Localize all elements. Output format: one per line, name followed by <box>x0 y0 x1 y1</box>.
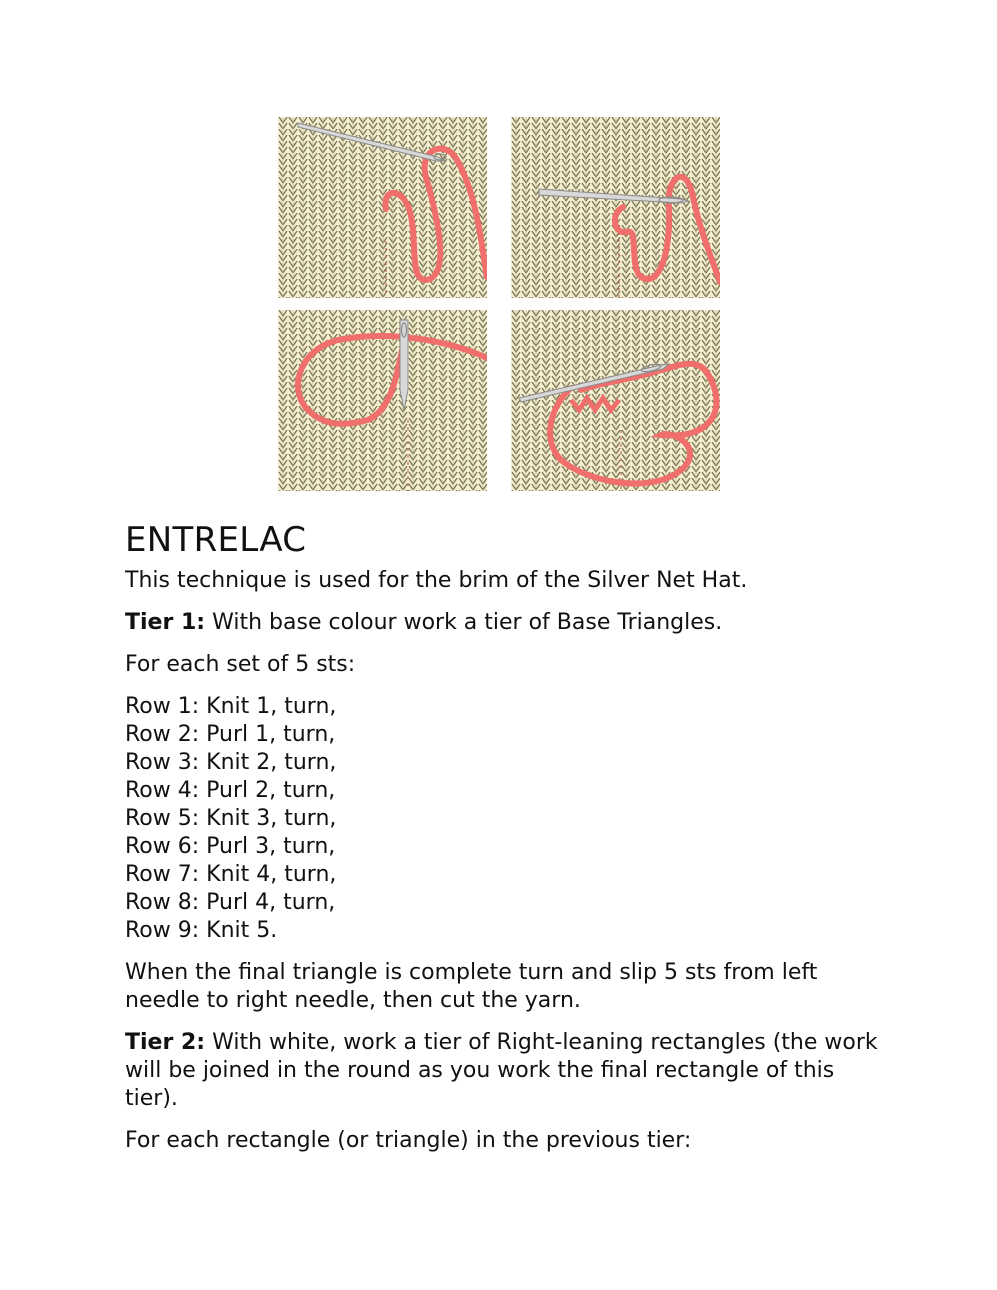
tier-2-label: Tier 2: <box>125 1030 206 1055</box>
row-item: Row 1: Knit 1, turn, <box>125 694 337 719</box>
row-item: Row 8: Purl 4, turn, <box>125 890 336 915</box>
tier-1-text: With base colour work a tier of Base Triangles. <box>205 610 723 635</box>
row-item: Row 3: Knit 2, turn, <box>125 750 337 775</box>
section-heading: ENTRELAC <box>125 520 307 560</box>
kitchener-stitch-illustrations <box>278 117 720 491</box>
illustration-step-1 <box>278 117 487 298</box>
intro-paragraph: This technique is used for the brim of the Silver Net Hat. <box>125 568 748 593</box>
row-list <box>125 693 885 945</box>
row-item: Row 7: Knit 4, turn, <box>125 862 337 887</box>
illustration-step-4 <box>511 310 720 491</box>
tier-1-paragraph <box>125 609 885 637</box>
final-triangle-paragraph: When the final triangle is complete turn and slip 5 sts from left needle to right needle, then cut the yarn. <box>125 960 818 1013</box>
rectangle-line: For each rectangle (or triangle) in the previous tier: <box>125 1128 692 1153</box>
illustration-step-2 <box>511 117 720 298</box>
row-item: Row 2: Purl 1, turn, <box>125 722 336 747</box>
tier-2-paragraph <box>125 1029 885 1113</box>
row-item: Row 9: Knit 5. <box>125 918 278 943</box>
instructions <box>125 518 885 1169</box>
row-item: Row 6: Purl 3, turn, <box>125 834 336 859</box>
tier-2-text: With white, work a tier of Right-leaning rectangles (the work will be joined in the round as you work the final rectangle of this tier). <box>125 1030 878 1111</box>
tier-1-label: Tier 1: <box>125 610 206 635</box>
row-item: Row 5: Knit 3, turn, <box>125 806 337 831</box>
illustration-step-3 <box>278 310 487 491</box>
set-line: For each set of 5 sts: <box>125 652 356 677</box>
row-item: Row 4: Purl 2, turn, <box>125 778 336 803</box>
